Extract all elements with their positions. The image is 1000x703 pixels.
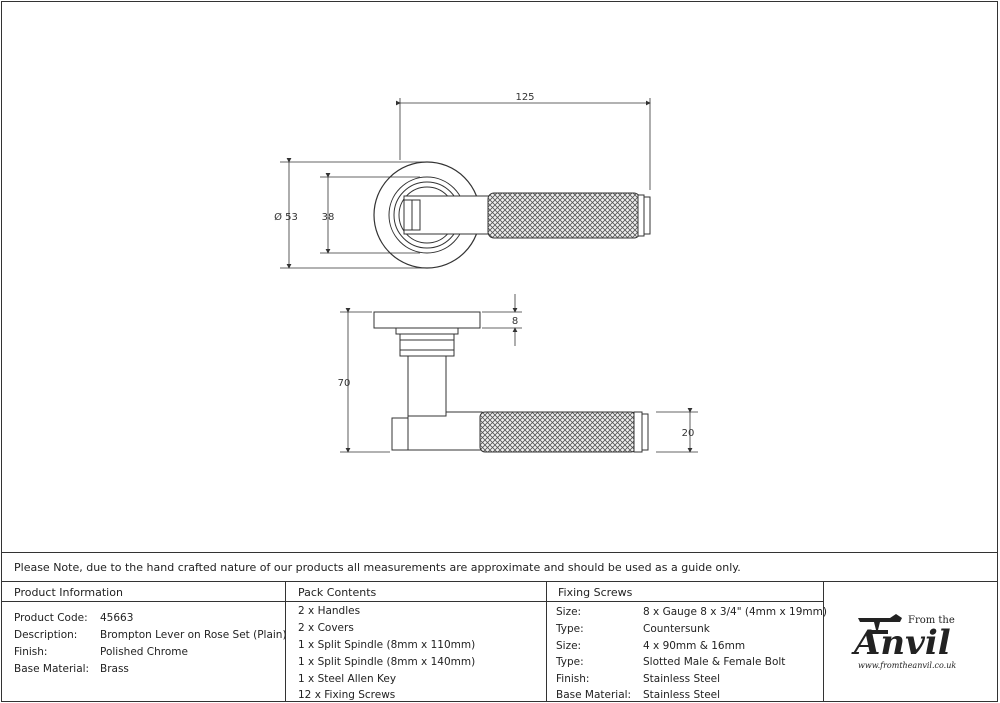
product-info-value: Brompton Lever on Rose Set (Plain) — [100, 629, 287, 641]
front-view — [374, 162, 650, 268]
fixing-screws-label: Finish: — [556, 673, 590, 685]
col-divider-2 — [546, 582, 547, 702]
dim-70: 70 — [337, 378, 351, 389]
fixing-screws-value: Stainless Steel — [643, 673, 721, 685]
fixing-screws-value: 4 x 90mm & 16mm — [643, 640, 746, 652]
col-divider-3 — [823, 582, 824, 702]
product-info-value: Polished Chrome — [100, 646, 188, 658]
fixing-screws-label: Type: — [556, 623, 584, 635]
divider-note — [2, 581, 998, 582]
product-info-label: Finish: — [14, 646, 48, 658]
fixing-screws-value: Stainless Steel — [643, 689, 721, 701]
divider-top — [2, 552, 998, 553]
list-item: 1 x Steel Allen Key — [298, 673, 397, 685]
dim-8: 8 — [511, 316, 519, 327]
fixing-screws-value: Countersunk — [643, 623, 710, 635]
anvil-logo — [850, 608, 980, 678]
side-view — [374, 312, 648, 452]
list-item: 2 x Covers — [298, 622, 354, 634]
logo-from-the: From the — [908, 615, 955, 626]
fixing-screws-label: Size: — [556, 606, 582, 618]
product-info-label: Base Material: — [14, 663, 90, 675]
list-item: 1 x Split Spindle (8mm x 110mm) — [298, 639, 476, 651]
dim-20: 20 — [681, 428, 695, 439]
logo-brand: Anvil — [854, 623, 951, 663]
disclaimer-note: Please Note, due to the hand crafted nature of our products all measurements are approximate and should be used as a guide only. — [14, 561, 741, 574]
fixing-screws-value: Slotted Male & Female Bolt — [643, 656, 786, 668]
product-info-value: Brass — [100, 663, 129, 675]
list-item: 12 x Fixing Screws — [298, 689, 396, 701]
fixing-screws-label: Size: — [556, 640, 582, 652]
product-info-header: Product Information — [14, 586, 123, 599]
logo-url: www.fromtheanvil.co.uk — [858, 661, 957, 670]
pack-contents-header: Pack Contents — [298, 586, 377, 599]
fixing-screws-label: Type: — [556, 656, 584, 668]
list-item: 2 x Handles — [298, 605, 361, 617]
col-divider-1 — [285, 582, 286, 702]
dim-diameter-53: Ø 53 — [274, 212, 298, 223]
product-info-label: Product Code: — [14, 612, 88, 624]
fixing-screws-header: Fixing Screws — [558, 586, 633, 599]
product-info-value: 45663 — [100, 612, 134, 624]
divider-header — [2, 601, 824, 602]
dim-38: 38 — [321, 212, 335, 223]
product-info-label: Description: — [14, 629, 78, 641]
fixing-screws-value: 8 x Gauge 8 x 3/4" (4mm x 19mm) — [643, 606, 827, 618]
dim-125: 125 — [515, 92, 535, 103]
list-item: 1 x Split Spindle (8mm x 140mm) — [298, 656, 476, 668]
fixing-screws-label: Base Material: — [556, 689, 632, 701]
